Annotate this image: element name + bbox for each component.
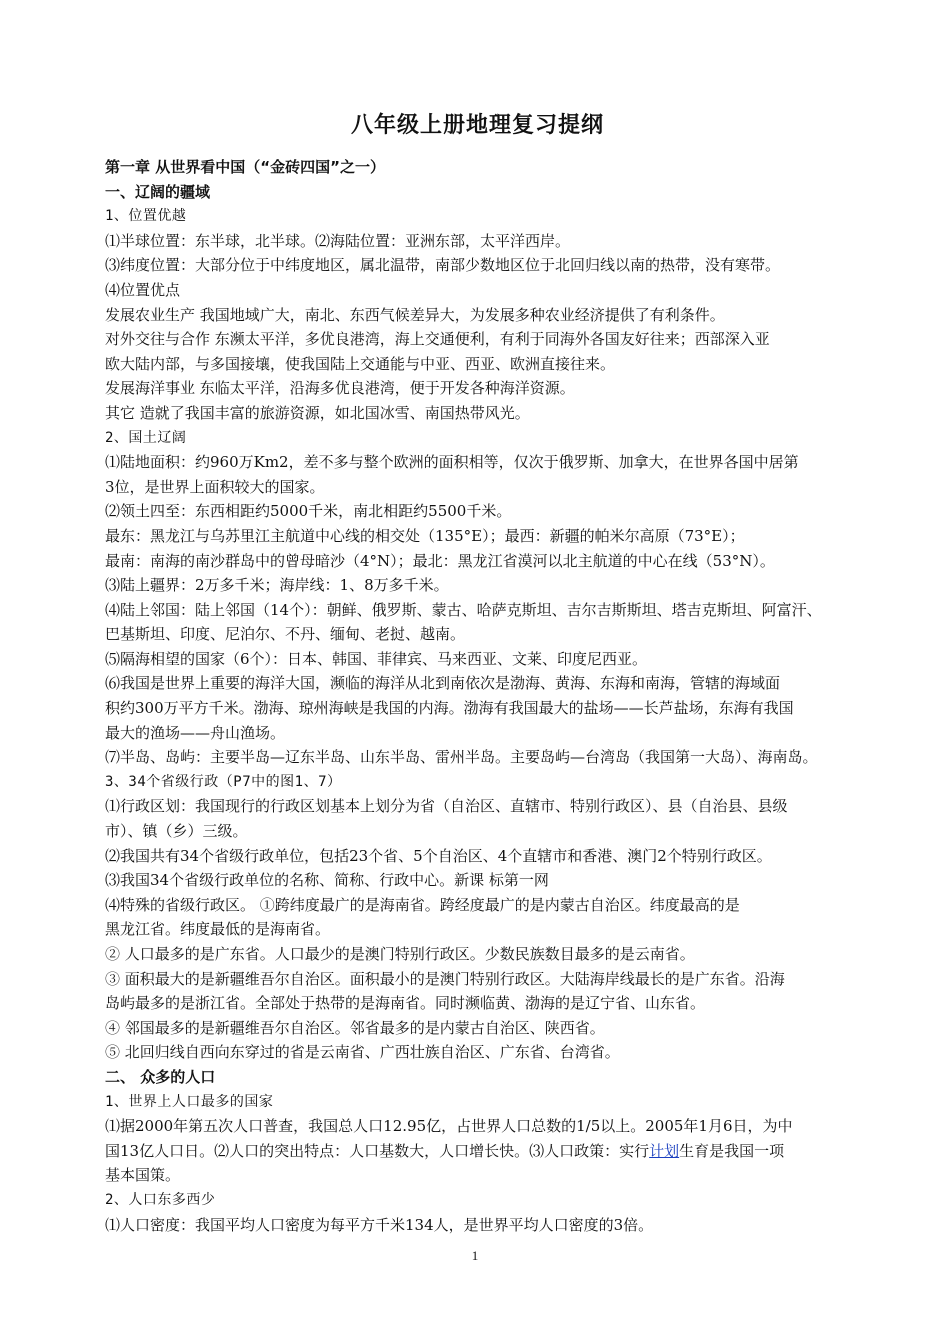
text-line: ⑶我国34个省级行政单位的名称、简称、行政中心。新课 标第一网 [105, 871, 549, 890]
text-line: ⑴人口密度：我国平均人口密度为每平方千米134人，是世界平均人口密度的3倍。 [105, 1215, 654, 1234]
text-line: 发展农业生产 我国地域广大，南北、东西气候差异大，为发展多种农业经济提供了有利条件。 [105, 305, 725, 324]
text-line: ⑺半岛、岛屿：主要半岛—辽东半岛、山东半岛、雷州半岛。主要岛屿—台湾岛（我国第一大岛）、海南岛。 [105, 748, 818, 767]
text-line: ⑵领土四至：东西相距约5000千米，南北相距约5500千米。 [105, 502, 512, 521]
subsection-heading: 2、国土辽阔 [105, 429, 187, 446]
subsection-heading: 3、34个省级行政（P7中的图1、7） [105, 773, 342, 790]
section-heading: 一、辽阔的疆域 [105, 182, 211, 201]
text-line: ⑴半球位置：东半球，北半球。⑵海陆位置：亚洲东部，太平洋西岸。 [105, 231, 571, 250]
text-segment: 生育是我国一项 [679, 1141, 785, 1160]
text-line: ⑶陆上疆界：2万多千米；海岸线：1、8万多千米。 [105, 576, 449, 595]
text-segment: 国13亿人口日。⑵人口的突出特点：人口基数大，人口增长快。⑶人口政策：实行 [105, 1141, 650, 1160]
text-line: 3位，是世界上面积较大的国家。 [105, 477, 325, 496]
subsection-heading: 2、人口东多西少 [105, 1191, 216, 1208]
text-line: 发展海洋事业 东临太平洋，沿海多优良港湾，便于开发各种海洋资源。 [105, 379, 575, 398]
chapter-heading: 第一章 从世界看中国（“金砖四国”之一） [105, 158, 385, 176]
text-line: 最大的渔场——舟山渔场。 [105, 723, 286, 742]
text-line: ④ 邻国最多的是新疆维吾尔自治区。邻省最多的是内蒙古自治区、陕西省。 [105, 1018, 605, 1037]
text-line: ② 人口最多的是广东省。人口最少的是澳门特别行政区。少数民族数目最多的是云南省。 [105, 945, 695, 963]
text-line: ⑴行政区划：我国现行的行政区划基本上划分为省（自治区、直辖市、特别行政区）、县（自治县、县级 [105, 797, 788, 816]
text-line: ⑸隔海相望的国家（6个）：日本、韩国、菲律宾、马来西亚、文莱、印度尼西亚。 [105, 649, 648, 668]
text-line: ⑴据2000年第五次人口普查，我国总人口12.95亿，占世界人口总数的1/5以上。2005年1月6日，为中 [105, 1117, 793, 1136]
text-line: 最东：黑龙江与乌苏里江主航道中心线的相交处（135°E）；最西：新疆的帕米尔高原（73°E）； [105, 526, 745, 545]
text-line: ⑹我国是世界上重要的海洋大国，濒临的海洋从北到南依次是渤海、黄海、东海和南海，管辖的海域面 [105, 674, 781, 693]
text-line: 最南：南海的南沙群岛中的曾母暗沙（4°N）；最北：黑龙江省漠河以北主航道的中心在线（53°N）。 [105, 551, 775, 570]
text-line: 其它 造就了我国丰富的旅游资源，如北国冰雪、南国热带风光。 [105, 403, 530, 422]
document-page [105, 108, 850, 1237]
text-line: ⑷位置优点 [105, 280, 181, 299]
text-line: 欧大陆内部，与多国接壤，使我国陆上交通能与中亚、西亚、欧洲直接往来。 [105, 354, 616, 373]
text-line: ⑶纬度位置：大部分位于中纬度地区，属北温带，南部少数地区位于北回归线以南的热带，没有寒带。 [105, 256, 781, 275]
text-line: 巴基斯坦、印度、尼泊尔、不丹、缅甸、老挝、越南。 [105, 625, 466, 644]
text-line: ⑴陆地面积：约960万Km2，差不多与整个欧洲的面积相等，仅次于俄罗斯、加拿大，在世界各国中居第 [105, 453, 799, 472]
text-line: ⑤ 北回归线自西向东穿过的省是云南省、广西壮族自治区、广东省、台湾省。 [105, 1043, 620, 1062]
text-line: 基本国策。 [105, 1166, 181, 1185]
text-line: ⑷陆上邻国：陆上邻国（14个）：朝鲜、俄罗斯、蒙古、哈萨克斯坦、吉尔吉斯斯坦、塔吉克斯坦、阿富汗、 [105, 600, 822, 619]
page-number: 1 [471, 1248, 479, 1263]
text-line: 黑龙江省。纬度最低的是海南省。 [105, 920, 331, 939]
plan-link[interactable]: 计划 [649, 1141, 680, 1160]
subsection-heading: 1、位置优越 [105, 208, 187, 225]
page-title: 八年级上册地理复习提纲 [350, 113, 604, 138]
section-heading: 二、 众多的人口 [105, 1067, 216, 1086]
text-line: ③ 面积最大的是新疆维吾尔自治区。面积最小的是澳门特别行政区。大陆海岸线最长的是广东省。沿海 [105, 969, 785, 988]
text-line: ⑷特殊的省级行政区。 ①跨纬度最广的是海南省。跨经度最广的是内蒙古自治区。纬度最高的是 [105, 895, 740, 914]
text-line-with-link [105, 1139, 850, 1164]
text-line: ⑵我国共有34个省级行政单位，包括23个省、5个自治区、4个直辖市和香港、澳门2个特别行政区。 [105, 846, 772, 865]
text-line: 岛屿最多的是浙江省。全部处于热带的是海南省。同时濒临黄、渤海的是辽宁省、山东省。 [105, 994, 706, 1013]
text-line: 对外交往与合作 东濒太平洋，多优良港湾，海上交通便利，有利于同海外各国友好往来；西部深入亚 [105, 330, 770, 349]
text-line: 市）、镇（乡）三级。 [105, 822, 248, 841]
subsection-heading: 1、世界上人口最多的国家 [105, 1093, 274, 1110]
text-line: 积约300万平方千米。渤海、琼州海峡是我国的内海。渤海有我国最大的盐场——长芦盐场，东海有我国 [105, 699, 794, 718]
